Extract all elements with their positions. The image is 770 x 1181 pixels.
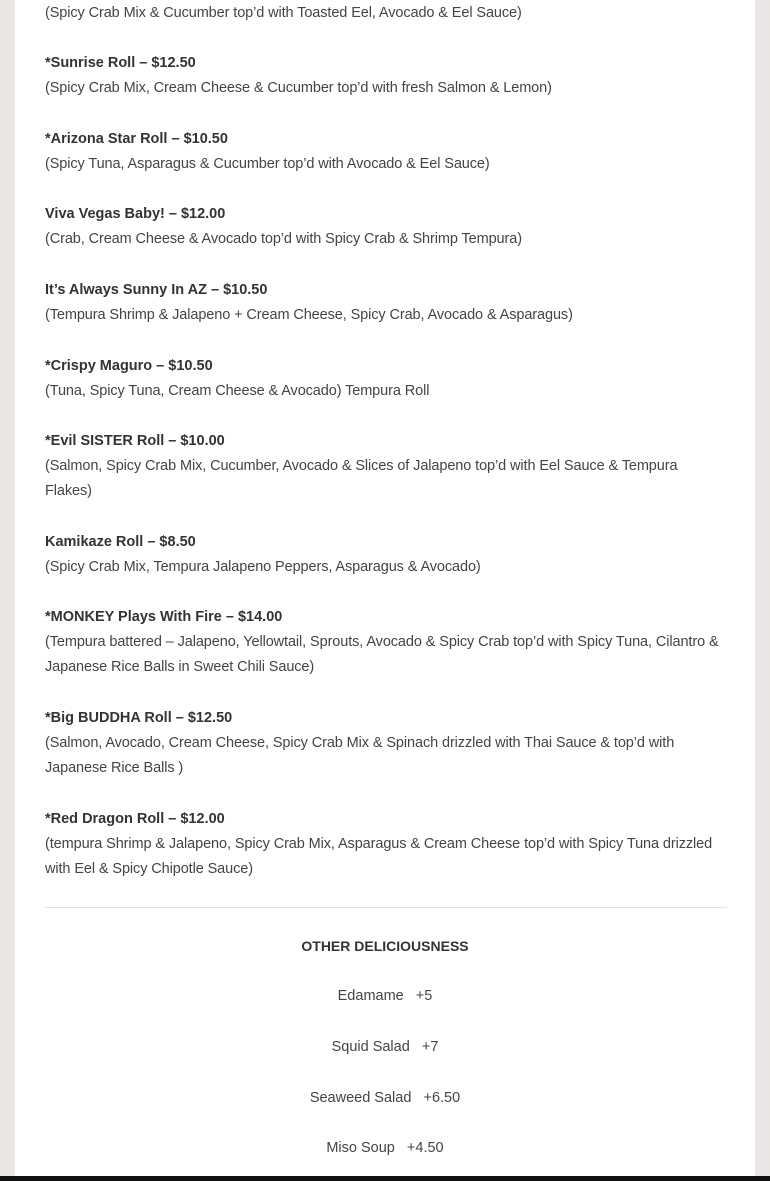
menu-item bbox=[45, 807, 727, 882]
section-divider bbox=[45, 907, 727, 908]
menu-page bbox=[15, 0, 755, 1176]
item-description: (Tempura battered – Jalapeno, Yellowtail, Sprouts, Avocado & Spicy Crab top’d with Spicy Tuna, Cilantro & Japanese Rice Balls in Sweet Chili Sauce) bbox=[45, 634, 719, 675]
item-name: *Big BUDDHA Roll – $12.50 bbox=[45, 710, 233, 726]
item-name: *Evil SISTER Roll – $10.00 bbox=[45, 433, 225, 449]
item-description: (tempura Shrimp & Jalapeno, Spicy Crab Mix, Asparagus & Cream Cheese top’d with Spicy Tuna drizzled with Eel & Spicy Chipotle Sauce) bbox=[45, 836, 713, 877]
menu-item bbox=[45, 127, 727, 177]
other-item: Miso Soup +4.50 bbox=[326, 1140, 444, 1156]
menu-item bbox=[45, 530, 727, 580]
item-description: (Spicy Crab Mix, Tempura Jalapeno Peppers, Asparagus & Avocado) bbox=[45, 559, 481, 575]
item-description: (Salmon, Avocado, Cream Cheese, Spicy Crab Mix & Spinach drizzled with Thai Sauce & top’d with Japanese Rice Balls ) bbox=[45, 735, 675, 776]
item-description: (Tuna, Spicy Tuna, Cream Cheese & Avocado) Tempura Roll bbox=[45, 383, 430, 399]
menu-item bbox=[45, 202, 727, 252]
menu-item bbox=[45, 51, 727, 101]
other-item: Squid Salad +7 bbox=[331, 1039, 439, 1055]
section-title: OTHER DELICIOUSNESS bbox=[301, 938, 469, 954]
item-name: *MONKEY Plays With Fire – $14.00 bbox=[45, 609, 283, 625]
item-description: (Spicy Tuna, Asparagus & Cucumber top’d with Avocado & Eel Sauce) bbox=[45, 156, 490, 172]
menu-item bbox=[45, 354, 727, 404]
item-description: (Crab, Cream Cheese & Avocado top’d with Spicy Crab & Shrimp Tempura) bbox=[45, 231, 522, 247]
item-description: (Salmon, Spicy Crab Mix, Cucumber, Avocado & Slices of Jalapeno top’d with Eel Sauce & Tempura Flakes) bbox=[45, 458, 678, 499]
item-name: *Crispy Maguro – $10.50 bbox=[45, 358, 213, 374]
item-description: (Spicy Crab Mix, Cream Cheese & Cucumber top’d with fresh Salmon & Lemon) bbox=[45, 80, 552, 96]
item-description: (Tempura Shrimp & Jalapeno + Cream Cheese, Spicy Crab, Avocado & Asparagus) bbox=[45, 307, 573, 323]
item-name: It’s Always Sunny In AZ – $10.50 bbox=[45, 282, 268, 298]
menu-item bbox=[45, 429, 727, 504]
bottom-bar bbox=[0, 1176, 770, 1181]
other-item: Edamame +5 bbox=[337, 988, 433, 1004]
item-name: Viva Vegas Baby! – $12.00 bbox=[45, 206, 226, 222]
item-name: Kamikaze Roll – $8.50 bbox=[45, 534, 196, 550]
menu-item bbox=[45, 1, 727, 26]
menu-item bbox=[45, 605, 727, 680]
item-name: *Sunrise Roll – $12.50 bbox=[45, 55, 196, 71]
other-item: Seaweed Salad +6.50 bbox=[309, 1090, 461, 1106]
menu-item bbox=[45, 278, 727, 328]
item-name: *Red Dragon Roll – $12.00 bbox=[45, 811, 225, 827]
item-description: (Spicy Crab Mix & Cucumber top’d with Toasted Eel, Avocado & Eel Sauce) bbox=[45, 5, 522, 21]
item-name: *Arizona Star Roll – $10.50 bbox=[45, 131, 228, 147]
menu-item bbox=[45, 706, 727, 781]
